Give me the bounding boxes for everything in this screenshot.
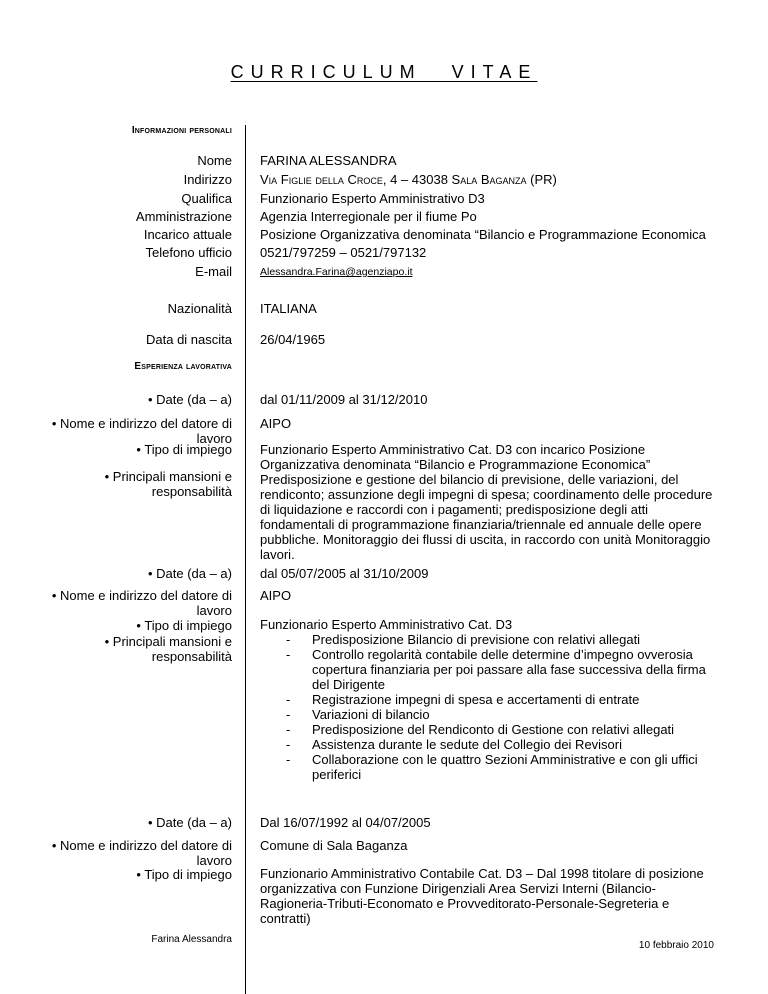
section-work-experience: Esperienza lavorativa: [134, 361, 232, 372]
section-personal-info: Informazioni personali: [131, 125, 232, 136]
job2-duties-list: [260, 632, 720, 782]
label-nazionalita: Nazionalità: [167, 301, 232, 316]
job1-label-mansioni: • Principali mansioni e responsabilità: [104, 469, 232, 499]
list-item: - Assistenza durante le sedute del Collegio dei Revisori: [286, 737, 623, 752]
job2-details: [260, 617, 720, 782]
job1-description: Funzionario Esperto Amministrativo Cat. D3 con incarico Posizione Organizzativa denominata “Bilancio e Programmazione Economica” Predisposizione e gestione del bilancio di previsione, delle variazioni, del rendiconto; assunzione degli impegni di spesa; coordinamento delle procedure di liquidazione e raccordi con i pagamenti; predisposizione degli atti fondamentali di programmazione finanziaria/triennale ed annuale delle opere pubbliche. Monitoraggio dei flussi di uscita, in raccordo con unità Monitoraggio lavori.: [260, 442, 713, 562]
label-indirizzo: Indirizzo: [183, 172, 232, 187]
value-amministrazione: Agenzia Interregionale per il fiume Po: [260, 209, 477, 224]
job2-datore: AIPO: [260, 588, 292, 603]
value-data-nascita: 26/04/1965: [260, 332, 326, 347]
job1-label-tipo: • Tipo di impiego: [136, 442, 232, 457]
value-email-link[interactable]: Alessandra.Farina@agenziapo.it: [260, 266, 413, 278]
list-item: - Collaborazione con le quattro Sezioni Amministrative e con gli uffici periferici: [286, 752, 698, 782]
list-item: - Variazioni di bilancio: [286, 707, 430, 722]
value-indirizzo: Via Figlie della Croce, 4 – 43038 Sala Baganza (PR): [260, 172, 557, 187]
job3-label-date: • Date (da – a): [147, 815, 232, 830]
job3-datore: Comune di Sala Baganza: [260, 838, 408, 853]
job2-label-tipo: • Tipo di impiego: [136, 618, 232, 633]
job2-label-date: • Date (da – a): [147, 566, 232, 581]
label-qualifica: Qualifica: [181, 191, 232, 206]
job1-label-date: • Date (da – a): [147, 392, 232, 407]
label-telefono: Telefono ufficio: [145, 245, 232, 260]
job3-label-datore: • Nome e indirizzo del datore di lavoro: [51, 838, 232, 868]
job3-date: Dal 16/07/1992 al 04/07/2005: [260, 815, 431, 830]
list-item: - Predisposizione Bilancio di previsione con relativi allegati: [286, 632, 641, 647]
value-nazionalita: ITALIANA: [260, 301, 317, 316]
job3-label-tipo: • Tipo di impiego: [136, 867, 232, 882]
label-incarico: Incarico attuale: [143, 227, 232, 242]
value-incarico: Posizione Organizzativa denominata “Bilancio e Programmazione Economica: [260, 227, 706, 242]
label-amministrazione: Amministrazione: [135, 209, 232, 224]
job2-date: dal 05/07/2005 al 31/10/2009: [260, 566, 429, 581]
footer-name: Farina Alessandra: [151, 934, 232, 945]
column-divider: [245, 125, 246, 994]
job1-date: dal 01/11/2009 al 31/12/2010: [260, 392, 428, 407]
job2-label-mansioni: • Principali mansioni e responsabilità: [104, 634, 232, 664]
list-item: - Controllo regolarità contabile delle determine d’impegno ovverosia copertura finanziaria per poi passare alla fase successiva della firma del Dirigente: [286, 647, 706, 692]
list-item: - Registrazione impegni di spesa e accertamenti di entrate: [286, 692, 640, 707]
job2-label-datore: • Nome e indirizzo del datore di lavoro: [51, 588, 232, 618]
value-qualifica: Funzionario Esperto Amministrativo D3: [260, 191, 485, 206]
job1-datore: AIPO: [260, 416, 292, 431]
job2-tipo: Funzionario Esperto Amministrativo Cat. D3: [260, 617, 513, 632]
footer-date: 10 febbraio 2010: [638, 940, 714, 951]
job1-label-datore: • Nome e indirizzo del datore di lavoro: [51, 416, 232, 446]
label-nome: Nome: [197, 153, 232, 168]
value-telefono: 0521/797259 – 0521/797132: [260, 245, 427, 260]
document-title: CURRICULUM VITAE: [230, 62, 538, 82]
job3-tipo: Funzionario Amministrativo Contabile Cat. D3 – Dal 1998 titolare di posizione organizzativa con Funzione Dirigenziali Area Servizi Interni (Bilancio-Ragioneria-Tributi-Economato e Provveditorato-Personale-Segreteria e contratti): [260, 866, 704, 926]
list-item: - Predisposizione del Rendiconto di Gestione con relativi allegati: [286, 722, 675, 737]
label-email: E-mail: [195, 264, 232, 279]
label-data-nascita: Data di nascita: [146, 332, 232, 347]
value-nome: FARINA ALESSANDRA: [260, 153, 397, 168]
